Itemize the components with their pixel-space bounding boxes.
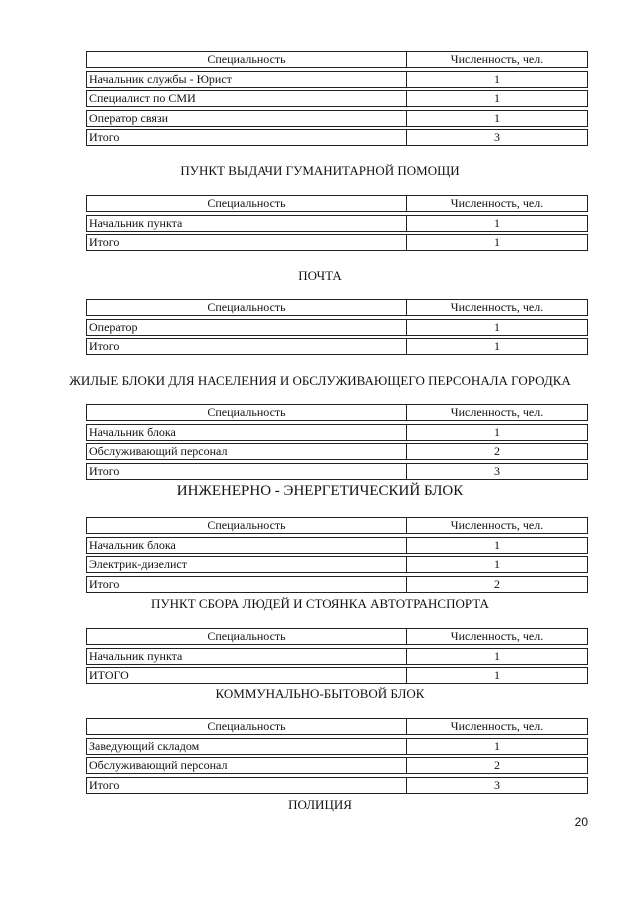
section-heading: ПУНКТ ВЫДАЧИ ГУМАНИТАРНОЙ ПОМОЩИ: [180, 163, 460, 178]
cell-specialty: Оператор: [87, 320, 407, 335]
table-row: [86, 234, 588, 251]
cell-count: 1: [494, 339, 500, 353]
staff-table: [86, 195, 588, 254]
table-row: [86, 443, 588, 460]
cell-specialty: Итого: [87, 778, 407, 793]
section-heading: ПУНКТ СБОРА ЛЮДЕЙ И СТОЯНКА АВТОТРАНСПОРТА: [151, 596, 489, 611]
cell-specialty: Электрик-дизелист: [87, 557, 407, 572]
section-heading: ПОЧТА: [298, 268, 342, 283]
table-row: [86, 110, 588, 127]
cell-count: 1: [494, 537, 500, 552]
table-row: [86, 424, 588, 441]
staff-table: [86, 404, 588, 482]
staff-table: [86, 628, 588, 687]
cell-count: 2: [494, 758, 500, 772]
cell-specialty: Итого: [87, 339, 407, 354]
cell-count: 1: [494, 668, 500, 682]
cell-count: 1: [494, 215, 500, 230]
header-specialty: Специальность: [87, 196, 407, 211]
table-row: [86, 648, 588, 665]
table-row: [86, 576, 588, 593]
table-header-row: [86, 628, 588, 645]
cell-count: 1: [494, 71, 500, 86]
table-header-row: [86, 517, 588, 534]
cell-count: 1: [494, 235, 500, 249]
cell-specialty: Оператор связи: [87, 111, 407, 126]
cell-specialty: Специалист по СМИ: [87, 91, 407, 106]
cell-count: 1: [494, 648, 500, 663]
table-row: [86, 556, 588, 573]
table-row: [86, 338, 588, 355]
table-row: [86, 463, 588, 480]
header-count: Численность, чел.: [450, 629, 544, 643]
header-count: Численность, чел.: [450, 300, 544, 314]
table-row: [86, 757, 588, 774]
section-heading: ИНЖЕНЕРНО - ЭНЕРГЕТИЧЕСКИЙ БЛОК: [176, 483, 464, 499]
cell-specialty: Начальник пункта: [87, 649, 407, 664]
staff-table: [86, 299, 588, 358]
header-count: Численность, чел.: [450, 518, 544, 532]
header-specialty: Специальность: [87, 405, 407, 420]
cell-count: 1: [494, 91, 500, 105]
table-header-row: [86, 299, 588, 316]
table-row: [86, 537, 588, 554]
table-header-row: [86, 718, 588, 735]
page-number: 20: [574, 815, 588, 829]
table-row: [86, 777, 588, 794]
cell-specialty: Начальник блока: [87, 425, 407, 440]
table-row: [86, 71, 588, 88]
cell-specialty: Обслуживающий персонал: [87, 444, 407, 459]
table-row: [86, 215, 588, 232]
cell-count: 1: [494, 319, 500, 334]
cell-specialty: ИТОГО: [87, 668, 407, 683]
cell-specialty: Итого: [87, 464, 407, 479]
table-row: [86, 90, 588, 107]
header-count: Численность, чел.: [450, 405, 544, 419]
table-header-row: [86, 51, 588, 68]
cell-count: 2: [494, 444, 500, 458]
header-specialty: Специальность: [87, 52, 407, 67]
cell-count: 3: [494, 777, 500, 792]
table-row: [86, 319, 588, 336]
cell-count: 1: [494, 110, 500, 125]
table-row: [86, 129, 588, 146]
staff-table: [86, 51, 588, 149]
section-heading: ПОЛИЦИЯ: [288, 797, 352, 812]
cell-specialty: Итого: [87, 235, 407, 250]
header-count: Численность, чел.: [450, 719, 544, 733]
header-specialty: Специальность: [87, 629, 407, 644]
cell-count: 1: [494, 424, 500, 439]
cell-specialty: Начальник блока: [87, 538, 407, 553]
table-header-row: [86, 195, 588, 212]
table-row: [86, 667, 588, 684]
section-heading: ЖИЛЫЕ БЛОКИ ДЛЯ НАСЕЛЕНИЯ И ОБСЛУЖИВАЮЩЕГО ПЕРСОНАЛА ГОРОДКА: [69, 373, 571, 388]
cell-count: 3: [494, 130, 500, 144]
cell-specialty: Итого: [87, 130, 407, 145]
cell-count: 3: [494, 463, 500, 478]
header-count: Численность, чел.: [450, 52, 544, 66]
section-heading: КОММУНАЛЬНО-БЫТОВОЙ БЛОК: [215, 686, 425, 701]
staff-table: [86, 718, 588, 796]
cell-specialty: Начальник пункта: [87, 216, 407, 231]
cell-specialty: Заведующий складом: [87, 739, 407, 754]
cell-specialty: Начальник службы - Юрист: [87, 72, 407, 87]
cell-count: 2: [494, 576, 500, 591]
header-specialty: Специальность: [87, 518, 407, 533]
table-row: [86, 738, 588, 755]
header-specialty: Специальность: [87, 300, 407, 315]
cell-count: 1: [494, 738, 500, 753]
staff-table: [86, 517, 588, 595]
cell-specialty: Итого: [87, 577, 407, 592]
table-header-row: [86, 404, 588, 421]
cell-count: 1: [494, 557, 500, 571]
header-specialty: Специальность: [87, 719, 407, 734]
header-count: Численность, чел.: [450, 196, 544, 210]
cell-specialty: Обслуживающий персонал: [87, 758, 407, 773]
